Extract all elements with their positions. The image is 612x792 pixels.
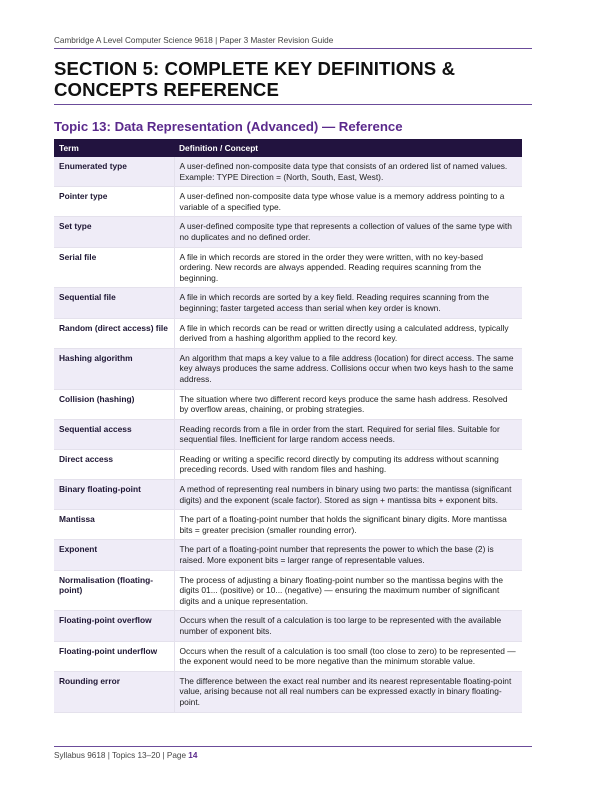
- definitions-table: [54, 139, 522, 713]
- table-row: [54, 157, 522, 187]
- term-cell: Floating-point underflow: [54, 641, 174, 671]
- definition-cell: A method of representing real numbers in binary using two parts: the mantissa (significant digits) and the exponent (scale factor). Stored as sign + mantissa bits + exponent bits.: [174, 480, 522, 510]
- definition-cell: A user-defined composite type that represents a collection of values of the same type with no duplicates and no defined order.: [174, 217, 522, 247]
- definition-cell: A file in which records can be read or written directly using a calculated address, typically derived from a hashing algorithm applied to the record key.: [174, 318, 522, 348]
- definition-cell: A user-defined non-composite data type that consists of an ordered list of named values. Example: TYPE Direction = (North, South, East, West).: [174, 157, 522, 187]
- definitions-table-body: [54, 157, 522, 712]
- table-row: [54, 247, 522, 288]
- term-cell: Enumerated type: [54, 157, 174, 187]
- term-cell: Sequential access: [54, 419, 174, 449]
- term-cell: Floating-point overflow: [54, 611, 174, 641]
- table-row: [54, 217, 522, 247]
- term-cell: Normalisation (floating-point): [54, 570, 174, 611]
- column-header-term: Term: [54, 139, 174, 157]
- term-cell: Mantissa: [54, 510, 174, 540]
- footer-text: Syllabus 9618 | Topics 13–20 | Page: [54, 751, 189, 760]
- definition-cell: The difference between the exact real number and its nearest representable floating-point value, arising because not all real numbers can be expressed exactly in binary floating-point.: [174, 671, 522, 712]
- table-row: [54, 540, 522, 570]
- table-row: [54, 348, 522, 389]
- running-header: Cambridge A Level Computer Science 9618 | Paper 3 Master Revision Guide: [54, 36, 532, 49]
- table-row: [54, 611, 522, 641]
- table-header-row: [54, 139, 522, 157]
- table-row: [54, 419, 522, 449]
- table-row: [54, 389, 522, 419]
- definition-cell: A file in which records are stored in the order they were written, with no key-based ordering. New records are always appended. Reading requires scanning from the beginning.: [174, 247, 522, 288]
- definition-cell: An algorithm that maps a key value to a file address (location) for direct access. The same key always produces the same address. Collisions occur when two keys hash to the same address.: [174, 348, 522, 389]
- table-row: [54, 510, 522, 540]
- page-content: [54, 36, 532, 713]
- page-number: 14: [188, 751, 198, 760]
- term-cell: Binary floating-point: [54, 480, 174, 510]
- table-row: [54, 187, 522, 217]
- term-cell: Hashing algorithm: [54, 348, 174, 389]
- table-row: [54, 641, 522, 671]
- table-row: [54, 570, 522, 611]
- definition-cell: Reading records from a file in order from the start. Required for serial files. Suitable for sequential files. Inefficient for large random access needs.: [174, 419, 522, 449]
- table-row: [54, 449, 522, 479]
- definition-cell: Reading or writing a specific record directly by computing its address without scanning preceding records. Used with random files and hashing.: [174, 449, 522, 479]
- definition-cell: The part of a floating-point number that holds the significant binary digits. More mantissa bits = greater precision (smaller rounding error).: [174, 510, 522, 540]
- term-cell: Pointer type: [54, 187, 174, 217]
- table-row: [54, 318, 522, 348]
- section-title: SECTION 5: COMPLETE KEY DEFINITIONS & CONCEPTS REFERENCE: [54, 58, 532, 105]
- term-cell: Serial file: [54, 247, 174, 288]
- term-cell: Random (direct access) file: [54, 318, 174, 348]
- table-row: [54, 671, 522, 712]
- table-row: [54, 480, 522, 510]
- definition-cell: Occurs when the result of a calculation is too large to be represented with the available number of exponent bits.: [174, 611, 522, 641]
- definition-cell: The process of adjusting a binary floating-point number so the mantissa begins with the digits 01... (positive) or 10... (negative) — ensuring the maximum number of significant digits and a unique representation.: [174, 570, 522, 611]
- term-cell: Rounding error: [54, 671, 174, 712]
- topic-title: Topic 13: Data Representation (Advanced) — Reference: [54, 119, 403, 134]
- definition-cell: A user-defined non-composite data type whose value is a memory address pointing to a variable of a specified type.: [174, 187, 522, 217]
- definition-cell: The situation where two different record keys produce the same hash address. Resolved by overflow areas, chaining, or probing strategies.: [174, 389, 522, 419]
- term-cell: Collision (hashing): [54, 389, 174, 419]
- definition-cell: The part of a floating-point number that represents the power to which the base (2) is raised. More exponent bits = larger range of representable values.: [174, 540, 522, 570]
- term-cell: Direct access: [54, 449, 174, 479]
- page-footer: [54, 746, 532, 760]
- term-cell: Exponent: [54, 540, 174, 570]
- column-header-definition: Definition / Concept: [174, 139, 522, 157]
- term-cell: Sequential file: [54, 288, 174, 318]
- table-row: [54, 288, 522, 318]
- term-cell: Set type: [54, 217, 174, 247]
- definition-cell: Occurs when the result of a calculation is too small (too close to zero) to be represented — the exponent would need to be more negative than the minimum storable value.: [174, 641, 522, 671]
- definition-cell: A file in which records are sorted by a key field. Reading requires scanning from the beginning; faster targeted access than serial when key order is known.: [174, 288, 522, 318]
